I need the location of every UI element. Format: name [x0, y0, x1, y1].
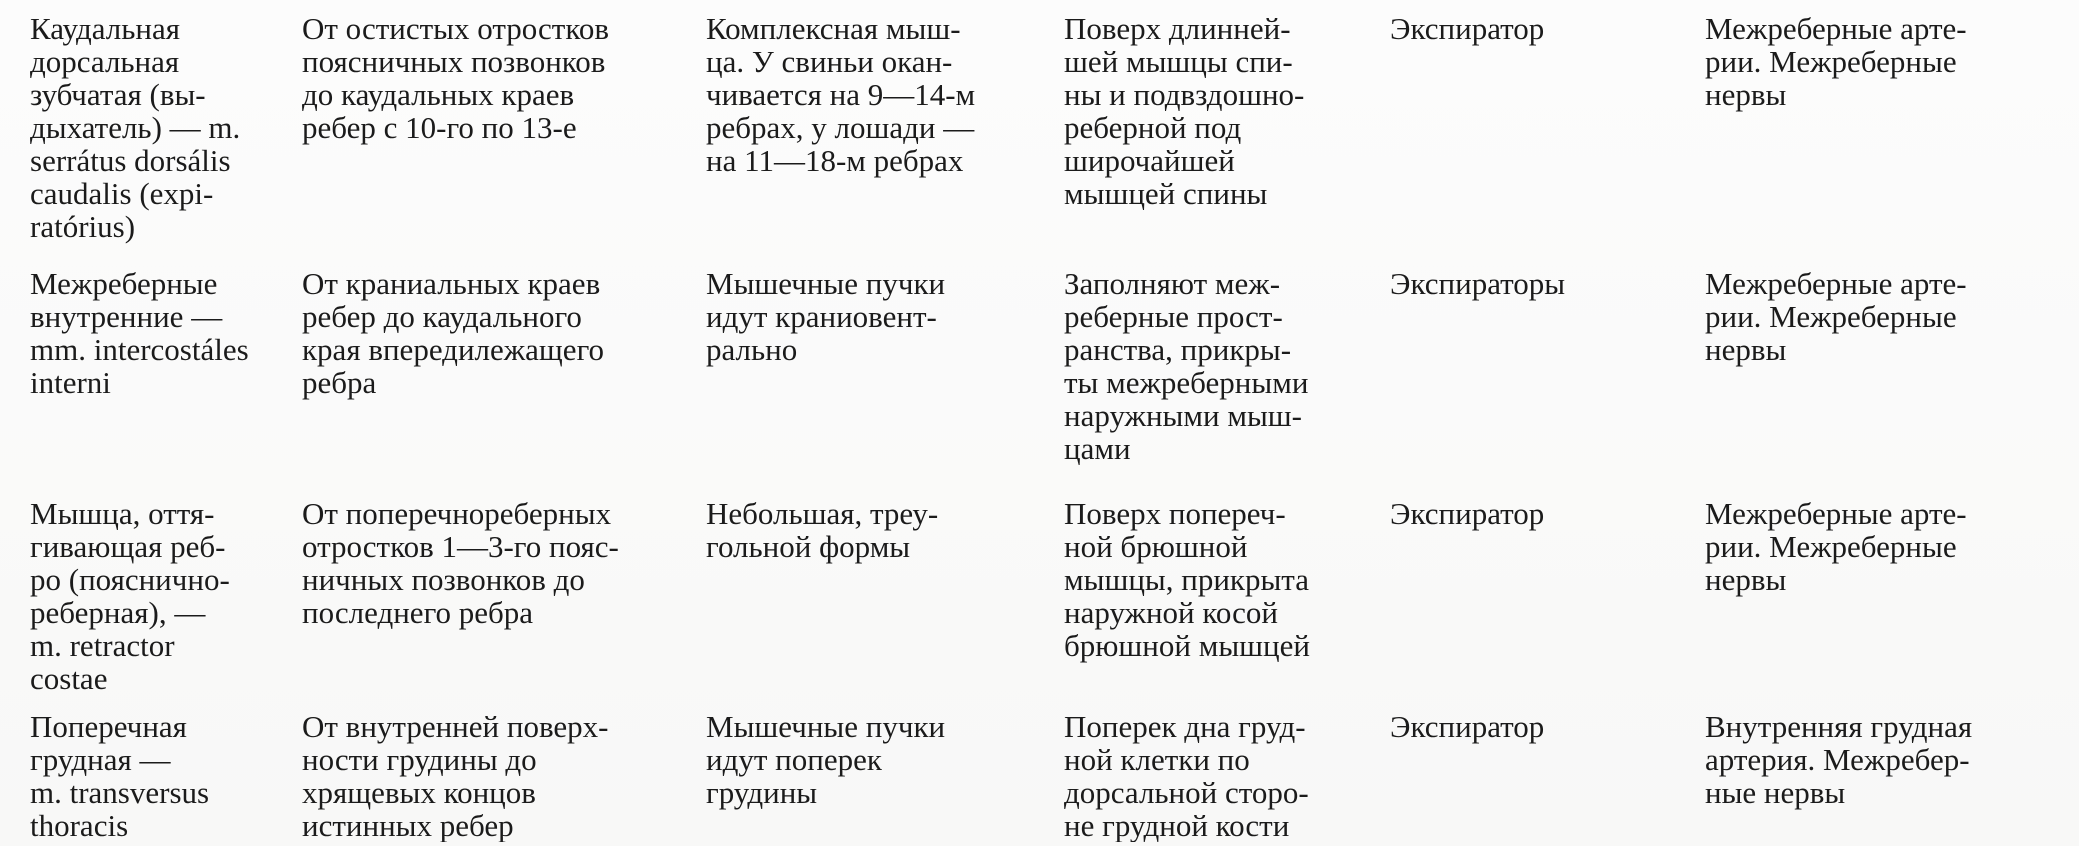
origin-cell: От остистых отростков поясничных позвонков до каудальных краев ребер с 10-го по 13-е	[302, 12, 609, 145]
position-cell: Поверх попереч- ной брюшной мышцы, прикрыта наружной косой брюшной мышцей	[1064, 497, 1310, 663]
supply-cell: Внутренняя грудная артерия. Межребер- ные нервы	[1705, 710, 1973, 810]
structure-cell: Комплексная мыш- ца. У свиньи окан- чивается на 9—14-м ребрах, у лошади — на 11—18-м ребрах	[706, 12, 976, 178]
position-cell: Поперек дна груд- ной клетки по дорсальной сторо- не грудной кости	[1064, 710, 1309, 842]
muscle-name-cell: Мышца, оття- гивающая реб- ро (пояснично- реберная), — m. retractor costae	[30, 497, 230, 696]
table-row	[30, 497, 2060, 710]
function-cell: Экспиратор	[1390, 12, 1545, 46]
origin-cell: От поперечнореберных отростков 1—3-го пояс- ничных позвонков до последнего ребра	[302, 497, 619, 630]
table-row	[30, 710, 2060, 842]
muscle-name-cell: Межреберные внутренние — mm. intercostáles interni	[30, 267, 249, 400]
position-cell: Заполняют меж- реберные прост- ранства, прикры- ты межреберными наружными мыш- цами	[1064, 267, 1309, 466]
muscle-name-cell: Каудальная дорсальная зубчатая (вы- дыхатель) — m. serrátus dorsális caudalis (expi- ratórius)	[30, 12, 241, 244]
muscle-name-cell: Поперечная грудная — m. transversus thoracis	[30, 710, 210, 842]
function-cell: Экспиратор	[1390, 497, 1545, 531]
structure-cell: Мышечные пучки идут краниовент- рально	[706, 267, 946, 367]
table-row	[30, 12, 2060, 267]
position-cell: Поверх длинней- шей мышцы спи- ны и подвздошно- реберной под широчайшей мышцей спины	[1064, 12, 1305, 211]
supply-cell: Межреберные арте- рии. Межреберные нервы	[1705, 497, 1967, 597]
structure-cell: Небольшая, треу- гольной формы	[706, 497, 939, 564]
function-cell: Экспиратор	[1390, 710, 1545, 744]
supply-cell: Межреберные арте- рии. Межреберные нервы	[1705, 267, 1967, 367]
structure-cell: Мышечные пучки идут поперек грудины	[706, 710, 946, 810]
supply-cell: Межреберные арте- рии. Межреберные нервы	[1705, 12, 1967, 112]
function-cell: Экспираторы	[1390, 267, 1566, 301]
muscle-table	[30, 12, 2060, 842]
origin-cell: От краниальных краев ребер до каудального края впередилежащего ребра	[302, 267, 605, 400]
table-row	[30, 267, 2060, 497]
origin-cell: От внутренней поверх- ности грудины до хрящевых концов истинных ребер	[302, 710, 609, 842]
